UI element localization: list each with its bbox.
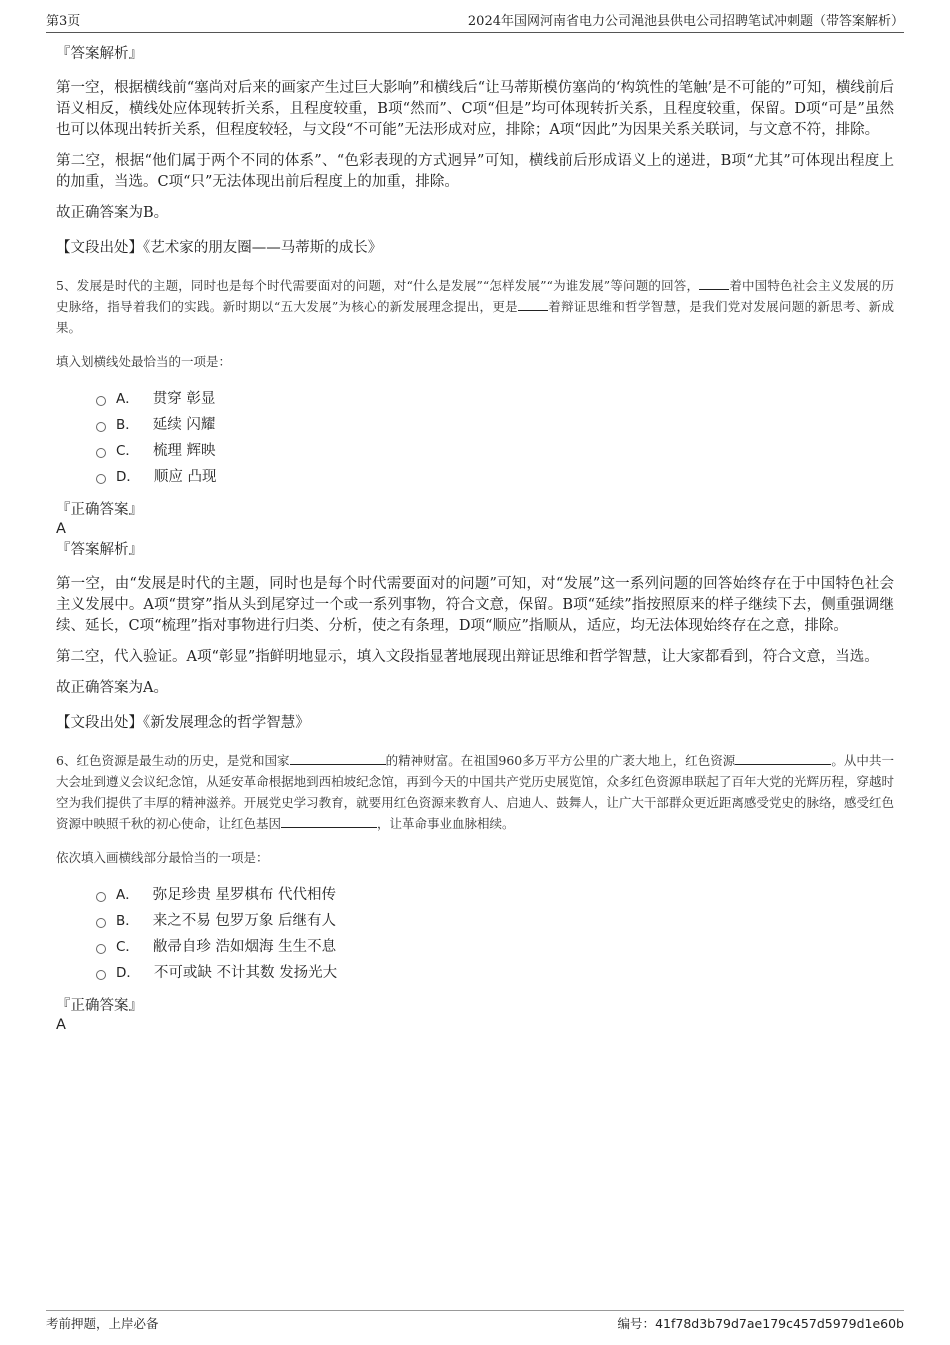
question-stem — [56, 275, 894, 338]
option-c[interactable] — [96, 934, 894, 960]
analysis-paragraph-2: 第二空，根据“他们属于两个不同的体系”、“色彩表现的方式迥异”可知，横线前后形成语义上的递进，B项“尤其”可体现出程度上的加重，当选。C项“只”无法体现出前后程度上的加重，排除。 — [56, 153, 894, 190]
document-code — [618, 1313, 904, 1335]
option-letter: D． — [116, 965, 140, 981]
option-text: 梳理 辉映 — [152, 443, 216, 459]
option-letter: D． — [116, 469, 140, 485]
option-text: 顺应 凸现 — [153, 469, 217, 485]
option-text: 敝帚自珍 浩如烟海 生生不息 — [152, 939, 337, 955]
analysis-paragraph-1: 第一空，根据横线前“塞尚对后来的画家产生过巨大影响”和横线后“让马蒂斯模仿塞尚的‘构筑性的笔触’是不可能的”可知，横线前后语义相反，横线处应体现转折关系，且程度较重，B项“然而”、C项“但是”均可体现转折关系，且程度较重，保留。D项“可是”虽然也可以体现出转折关系，但程度较轻，与文段“不可能”无法形成对应，排除；A项“因此”为因果关系关联词，与文意不符，排除。 — [56, 80, 894, 138]
question-6 — [56, 750, 894, 1034]
options-list — [96, 386, 894, 490]
stem-text: ，让革命事业血脉相续。 — [377, 816, 515, 831]
option-c[interactable] — [96, 438, 894, 464]
option-letter: A． — [116, 391, 139, 407]
stem-text: 6、红色资源是最生动的历史，是党和国家 — [56, 753, 290, 768]
page-header — [46, 12, 904, 33]
analysis-paragraph-1: 第一空，由“发展是时代的主题，同时也是每个时代需要面对的问题”可知，对“发展”这一系列问题的回答始终存在于中国特色社会主义发展中。A项“贯穿”指从头到尾穿过一个或一系列事物，符合文意，保留。B项“延续”指按照原来的样子继续下去，侧重强调继续、延长，C项“梳理”指对事物进行归类、分析，使之有条理，D项“顺应”指顺从，适应，均无法体现始终存在之意，排除。 — [56, 576, 894, 634]
stem-text: 。从中共一大会址到遵义会议纪念馆，从延安革命根据地到西柏坡纪念馆，再到今天的中国共产党历史展览馆，众多红色资源串联起了百年大党的光辉历程，穿越时空为我们提供了丰厚的精神滋养。开展党史学习教育，就要用红色资源来教育人、启迪人、鼓舞人，让广大干部群众更近距离感受党史的脉络，感受红色资源中映照千秋的初心使命，让红色基因 — [56, 753, 894, 831]
analysis-conclusion: 故正确答案为A。 — [56, 680, 168, 696]
analysis-label: 『答案解析』 — [56, 542, 143, 558]
blank-3 — [281, 815, 377, 828]
document-title: 2024年国网河南省电力公司渑池县供电公司招聘笔试冲刺题（带答案解析） — [467, 14, 904, 29]
radio-icon[interactable] — [96, 918, 106, 928]
option-b[interactable] — [96, 412, 894, 438]
passage-source: 【文段出处】《艺术家的朋友圈——马蒂斯的成长》 — [56, 240, 383, 256]
stem-text: 5、发展是时代的主题，同时也是每个时代需要面对的问题，对“什么是发展”“怎样发展”“为谁发展”等问题的回答， — [56, 278, 700, 293]
stem-text: 着辩证思维和哲学智慧，是我们党对发展问题的新思考、新成果。 — [56, 299, 894, 335]
blank-2 — [735, 752, 831, 765]
code-value: 41f78d3b79d7ae179c457d5979d1e60b — [655, 1316, 904, 1331]
correct-answer-label: 『正确答案』 — [56, 998, 143, 1014]
blank-2 — [518, 298, 548, 311]
question-5 — [56, 275, 894, 734]
question-instruction: 依次填入画横线部分最恰当的一项是： — [56, 850, 269, 865]
option-letter: C． — [116, 939, 139, 955]
option-d[interactable] — [96, 960, 894, 986]
stem-text: 的精神财富。在祖国960多万平方公里的广袤大地上，红色资源 — [385, 753, 736, 768]
passage-source: 【文段出处】《新发展理念的哲学智慧》 — [56, 715, 310, 731]
radio-icon[interactable] — [96, 448, 106, 458]
radio-icon[interactable] — [96, 970, 106, 980]
page-footer — [46, 1310, 904, 1333]
footer-slogan: 考前押题，上岸必备 — [46, 1316, 159, 1331]
option-a[interactable] — [96, 882, 894, 908]
option-a[interactable] — [96, 386, 894, 412]
option-letter: C． — [116, 443, 139, 459]
radio-icon[interactable] — [96, 474, 106, 484]
correct-answer: A — [56, 1017, 66, 1033]
options-list — [96, 882, 894, 986]
option-text: 来之不易 包罗万象 后继有人 — [152, 913, 336, 929]
page-content — [56, 44, 894, 1036]
analysis-paragraph-2: 第二空，代入验证。A项“彰显”指鲜明地显示，填入文段指显著地展现出辩证思维和哲学智慧，让大家都看到，符合文意，当选。 — [56, 649, 879, 665]
radio-icon[interactable] — [96, 892, 106, 902]
correct-answer-label: 『正确答案』 — [56, 502, 143, 518]
question-stem — [56, 750, 894, 834]
option-d[interactable] — [96, 464, 894, 490]
analysis-conclusion: 故正确答案为B。 — [56, 205, 169, 221]
question-4-analysis — [56, 44, 894, 259]
question-instruction: 填入划横线处最恰当的一项是： — [56, 354, 232, 369]
option-b[interactable] — [96, 908, 894, 934]
option-text: 贯穿 彰显 — [152, 391, 216, 407]
option-letter: B． — [116, 417, 139, 433]
code-label: 编号： — [617, 1316, 656, 1331]
blank-1 — [699, 277, 729, 290]
option-text: 弥足珍贵 星罗棋布 代代相传 — [152, 887, 336, 903]
radio-icon[interactable] — [96, 422, 106, 432]
correct-answer: A — [56, 521, 66, 537]
stem-text: 着中国特色社会主义发展的历史脉络，指导着我们的实践。新时期以“五大发展”为核心的新发展理念提出，更是 — [56, 278, 894, 314]
option-letter: B． — [116, 913, 139, 929]
page-number: 第3页 — [46, 14, 81, 29]
option-text: 延续 闪耀 — [152, 417, 216, 433]
blank-1 — [290, 752, 386, 765]
option-letter: A． — [116, 887, 139, 903]
option-text: 不可或缺 不计其数 发扬光大 — [153, 965, 338, 981]
radio-icon[interactable] — [96, 944, 106, 954]
radio-icon[interactable] — [96, 396, 106, 406]
analysis-label: 『答案解析』 — [56, 46, 143, 62]
